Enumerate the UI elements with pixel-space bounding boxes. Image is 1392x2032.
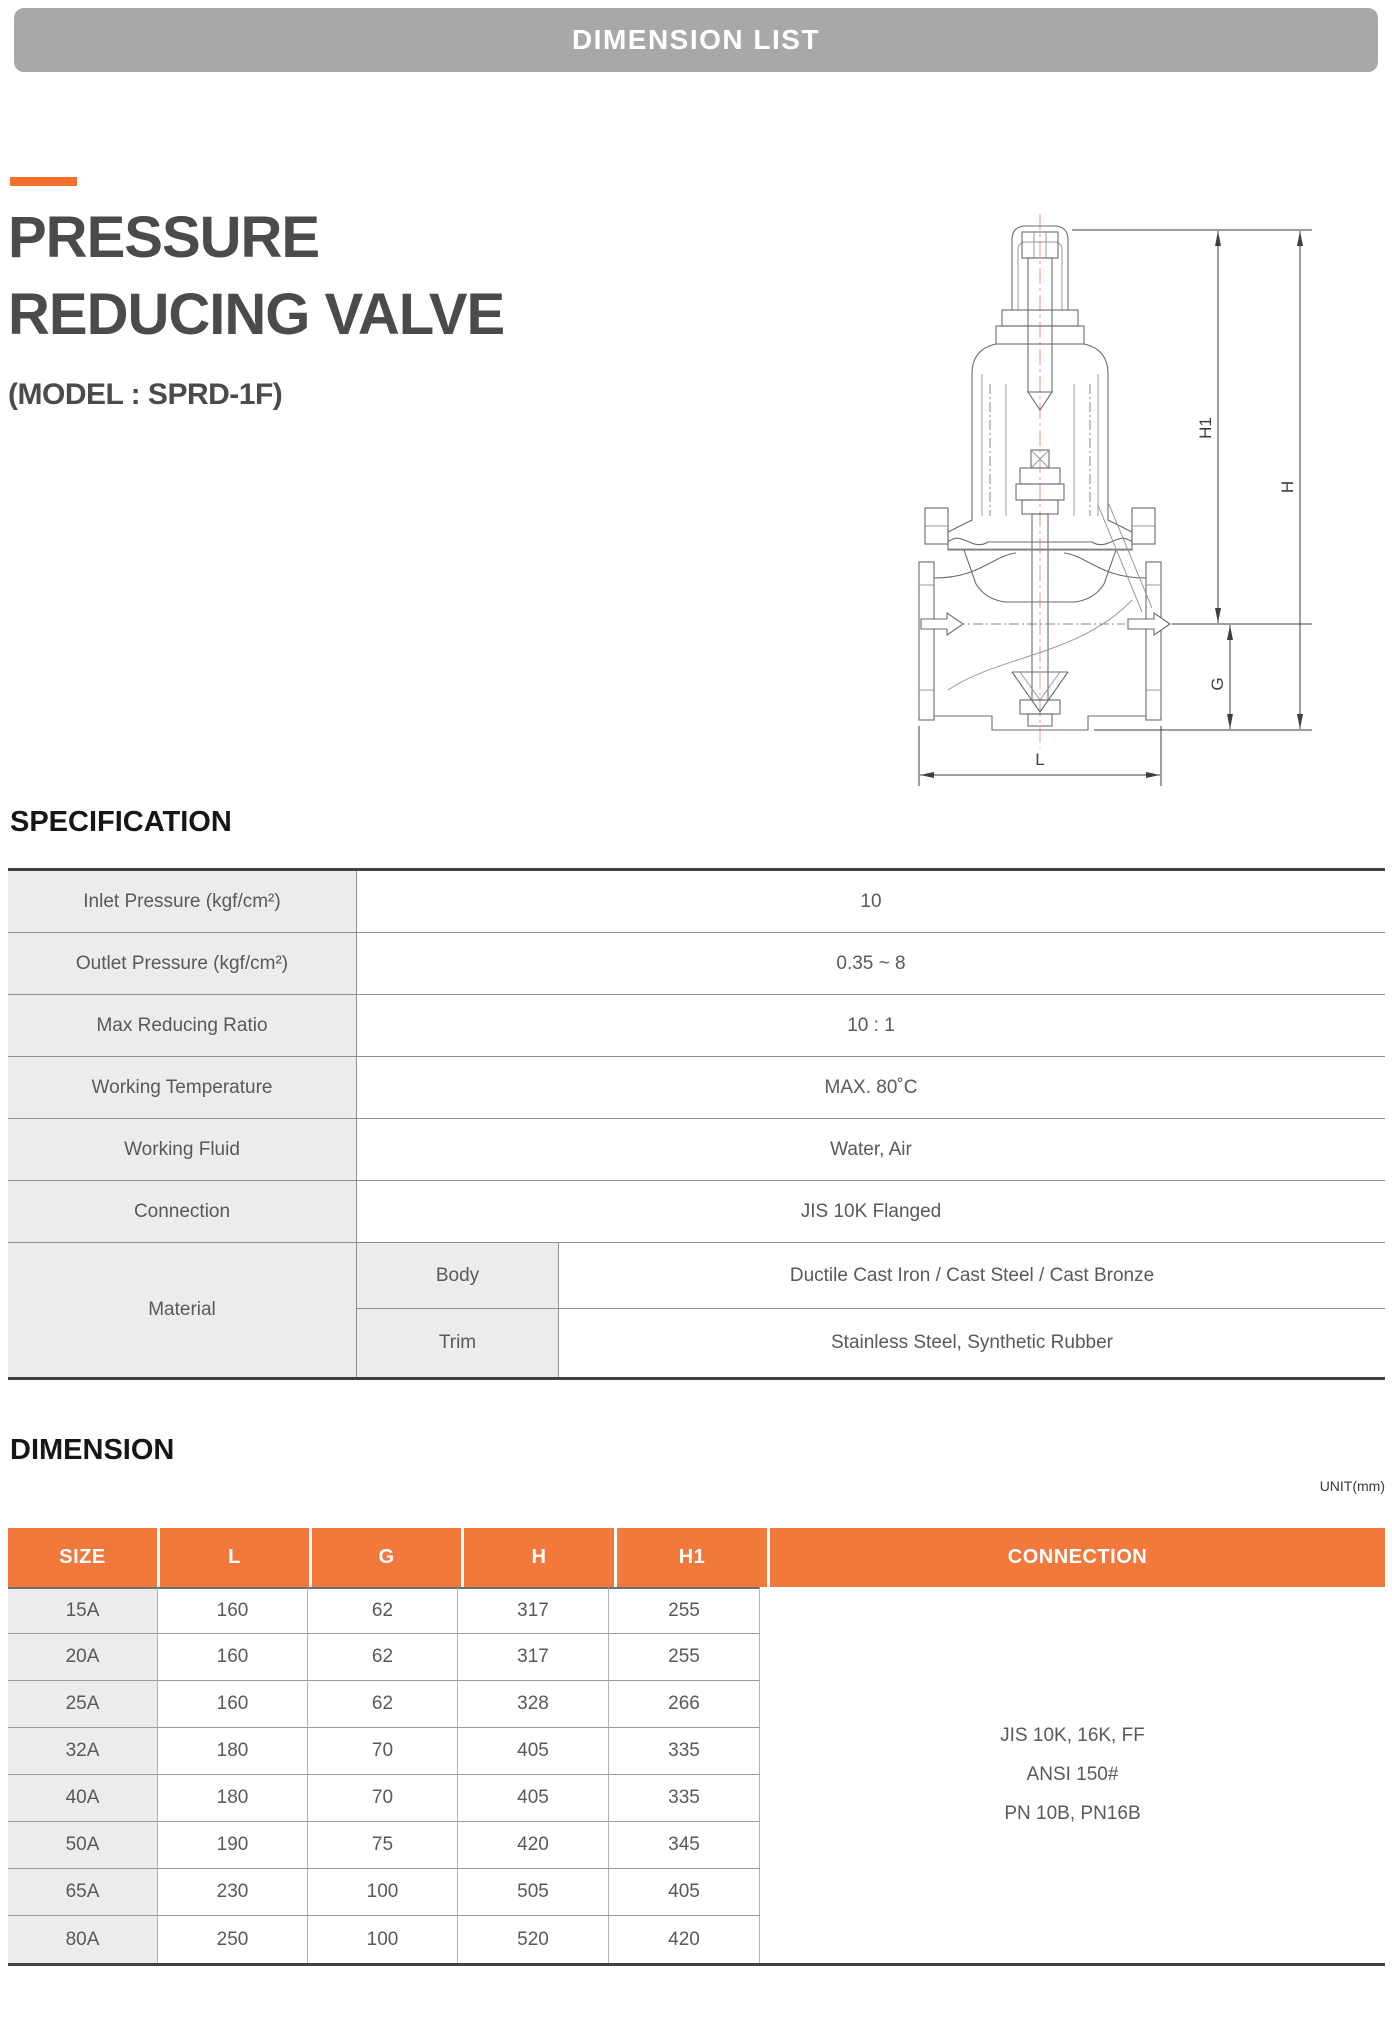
dim-row-2-l: 160 xyxy=(158,1681,308,1728)
dim-header-g: G xyxy=(312,1528,461,1587)
dim-row-4-h1: 335 xyxy=(609,1775,760,1822)
dim-connection-line1: JIS 10K, 16K, FF xyxy=(1000,1725,1145,1746)
dim-header-l: L xyxy=(160,1528,309,1587)
dim-row-3-h: 405 xyxy=(458,1728,609,1775)
spec-label-max-reducing-ratio: Max Reducing Ratio xyxy=(8,995,357,1057)
dim-row-7-g: 100 xyxy=(308,1916,458,1963)
spec-value-working-fluid: Water, Air xyxy=(357,1119,1385,1181)
dim-row-0-h: 317 xyxy=(458,1587,609,1634)
spec-label-material: Material xyxy=(8,1243,357,1377)
dim-row-5-size: 50A xyxy=(8,1822,158,1869)
accent-dash xyxy=(10,177,77,186)
dim-row-1-size: 20A xyxy=(8,1634,158,1681)
dim-row-1-h: 317 xyxy=(458,1634,609,1681)
specification-heading: SPECIFICATION xyxy=(10,806,232,838)
dim-connection-cell xyxy=(760,1587,1385,1963)
spec-label-inlet-pressure: Inlet Pressure (kgf/cm²) xyxy=(8,871,357,933)
dim-row-1-l: 160 xyxy=(158,1634,308,1681)
dim-row-1-g: 62 xyxy=(308,1634,458,1681)
dimension-table-header xyxy=(8,1528,1385,1587)
dim-row-5-h: 420 xyxy=(458,1822,609,1869)
dimension-table-body xyxy=(8,1587,1385,1966)
dim-row-0-h1: 255 xyxy=(609,1587,760,1634)
spec-value-working-temperature: MAX. 80˚C xyxy=(357,1057,1385,1119)
dim-row-4-g: 70 xyxy=(308,1775,458,1822)
dim-row-3-h1: 335 xyxy=(609,1728,760,1775)
dim-row-6-g: 100 xyxy=(308,1869,458,1916)
dim-header-connection: CONNECTION xyxy=(770,1528,1385,1587)
dim-row-4-l: 180 xyxy=(158,1775,308,1822)
dim-row-5-h1: 345 xyxy=(609,1822,760,1869)
dim-row-4-h: 405 xyxy=(458,1775,609,1822)
banner-title: DIMENSION LIST xyxy=(571,24,821,55)
specification-table xyxy=(8,868,1385,1380)
dim-row-2-g: 62 xyxy=(308,1681,458,1728)
product-title-line1: PRESSURE xyxy=(8,205,320,270)
dim-label-l: L xyxy=(1035,750,1045,769)
product-title-line2: REDUCING VALVE xyxy=(8,281,505,347)
spec-value-inlet-pressure: 10 xyxy=(357,871,1385,933)
dim-row-3-size: 32A xyxy=(8,1728,158,1775)
dim-row-5-g: 75 xyxy=(308,1822,458,1869)
dim-row-0-g: 62 xyxy=(308,1587,458,1634)
dim-row-5-l: 190 xyxy=(158,1822,308,1869)
dim-row-2-h1: 266 xyxy=(609,1681,760,1728)
dim-row-6-size: 65A xyxy=(8,1869,158,1916)
dimension-heading: DIMENSION xyxy=(10,1434,175,1466)
inlet-flow-arrow xyxy=(921,613,963,635)
dimension-table xyxy=(8,1528,1385,1966)
dim-row-7-size: 80A xyxy=(8,1916,158,1963)
valve-technical-drawing xyxy=(880,140,1350,810)
dim-row-6-h1: 405 xyxy=(609,1869,760,1916)
dim-row-0-size: 15A xyxy=(8,1587,158,1634)
dim-row-7-h: 520 xyxy=(458,1916,609,1963)
spec-label-working-temperature: Working Temperature xyxy=(8,1057,357,1119)
spec-label-working-fluid: Working Fluid xyxy=(8,1119,357,1181)
spec-value-connection: JIS 10K Flanged xyxy=(357,1181,1385,1243)
spec-label-outlet-pressure: Outlet Pressure (kgf/cm²) xyxy=(8,933,357,995)
dimension-lines xyxy=(919,230,1312,786)
dim-label-h: H xyxy=(1278,480,1297,494)
valve-drawing-svg xyxy=(880,140,1350,810)
spec-value-max-reducing-ratio: 10 : 1 xyxy=(357,995,1385,1057)
dim-row-6-l: 230 xyxy=(158,1869,308,1916)
dim-row-0-l: 160 xyxy=(158,1587,308,1634)
spec-value-outlet-pressure: 0.35 ~ 8 xyxy=(357,933,1385,995)
dim-row-3-g: 70 xyxy=(308,1728,458,1775)
product-title xyxy=(8,200,668,353)
dim-connection-line3: PN 10B, PN16B xyxy=(1004,1803,1141,1824)
dim-row-7-l: 250 xyxy=(158,1916,308,1963)
dim-row-6-h: 505 xyxy=(458,1869,609,1916)
dim-row-1-h1: 255 xyxy=(609,1634,760,1681)
dim-label-g: G xyxy=(1208,677,1227,691)
outlet-flow-arrow xyxy=(1128,613,1170,635)
dim-label-h1: H1 xyxy=(1196,417,1215,439)
page-banner xyxy=(14,8,1378,72)
dim-row-2-h: 328 xyxy=(458,1681,609,1728)
dim-connection-line2: ANSI 150# xyxy=(1026,1764,1119,1785)
dim-row-7-h1: 420 xyxy=(609,1916,760,1963)
dim-header-size: SIZE xyxy=(8,1528,157,1587)
product-model: (MODEL : SPRD-1F) xyxy=(8,378,283,411)
dim-row-3-l: 180 xyxy=(158,1728,308,1775)
dim-header-h: H xyxy=(464,1528,614,1587)
spec-sub-label-trim: Trim xyxy=(357,1309,559,1377)
spec-sub-value-body: Ductile Cast Iron / Cast Steel / Cast Bronze xyxy=(559,1243,1385,1309)
dim-header-h1: H1 xyxy=(617,1528,767,1587)
spec-sub-value-trim: Stainless Steel, Synthetic Rubber xyxy=(559,1309,1385,1377)
unit-note: UNIT(mm) xyxy=(1319,1478,1385,1494)
dim-row-2-size: 25A xyxy=(8,1681,158,1728)
spec-label-connection: Connection xyxy=(8,1181,357,1243)
spec-sub-label-body: Body xyxy=(357,1243,559,1309)
dim-row-4-size: 40A xyxy=(8,1775,158,1822)
